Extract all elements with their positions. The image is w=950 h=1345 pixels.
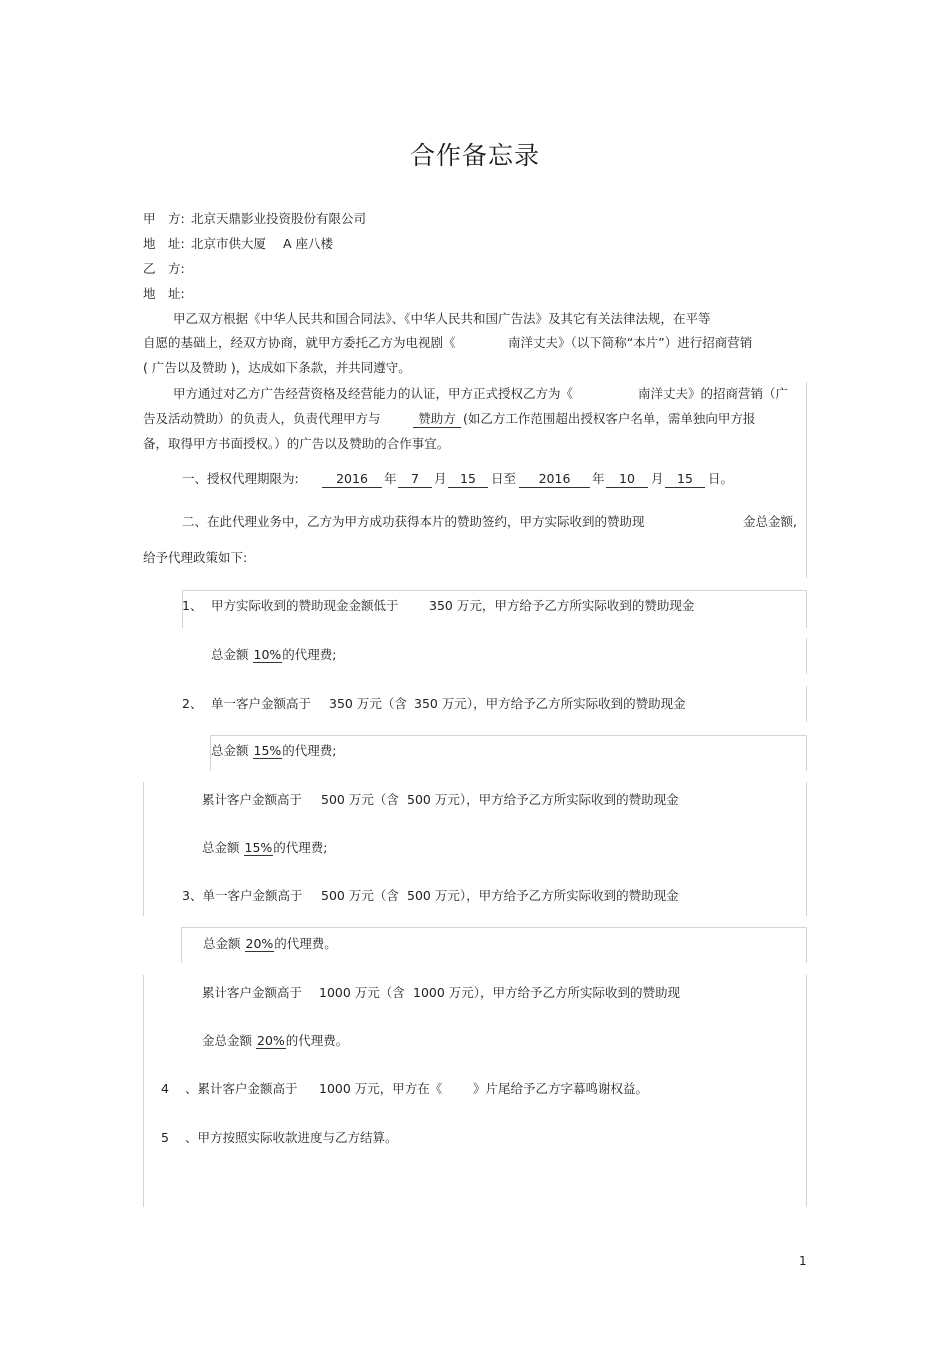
party-a-label: 甲 方: xyxy=(143,211,185,226)
address-a-value: 北京市供大厦 xyxy=(191,236,267,251)
term-day-unit-2: 日。 xyxy=(708,471,734,486)
address-a-building: A 座八楼 xyxy=(283,236,334,251)
item-1-number: 1、 xyxy=(182,598,203,613)
item-2-rate-line xyxy=(211,743,337,759)
item-3-rate-prefix: 总金额 xyxy=(203,936,241,951)
border-line xyxy=(806,686,807,722)
item-3-rate-suffix: 的代理费。 xyxy=(274,936,337,951)
section-2-line-2: 给予代理政策如下: xyxy=(143,550,248,565)
item-4-text-a: 、累计客户金额高于 xyxy=(185,1081,298,1096)
item-3e-text-a: 累计客户金额高于 xyxy=(202,985,303,1000)
section-2-line-1b: 金总金额, xyxy=(743,514,797,529)
sponsor-field: 赞助方 xyxy=(413,411,461,428)
item-3e-rate-line xyxy=(202,1033,348,1049)
item-2-text-c: 350 万元），甲方给予乙方所实际收到的赞助现金 xyxy=(414,696,686,711)
term-start-month: 7 xyxy=(398,471,432,488)
item-3-text-b: 500 万元（含 xyxy=(321,888,399,903)
item-2e-rate-line xyxy=(202,840,328,856)
item-4-text-c: 》片尾给予乙方字幕鸣谢权益。 xyxy=(473,1081,649,1096)
item-2e-rate-suffix: 的代理费; xyxy=(273,840,328,855)
item-2e-text-b: 500 万元（含 xyxy=(321,792,399,807)
item-1-text-b: 350 万元，甲方给予乙方所实际收到的赞助现金 xyxy=(429,598,695,613)
item-3-text-a: 3、单一客户金额高于 xyxy=(182,888,303,903)
term-end-month: 10 xyxy=(606,471,648,488)
item-3e-text-c: 1000 万元），甲方给予乙方所实际收到的赞助现 xyxy=(413,985,681,1000)
item-2e-rate-prefix: 总金额 xyxy=(202,840,240,855)
term-day-unit-to: 日至 xyxy=(491,471,517,486)
item-3-rate-value: 20% xyxy=(245,936,274,951)
intro-line-3: ( 广告以及赞助 )，达成如下条款，并共同遵守。 xyxy=(143,360,411,375)
item-5-text: 、甲方按照实际收款进度与乙方结算。 xyxy=(185,1130,398,1145)
border-line xyxy=(210,735,806,736)
term-month-unit-1: 月 xyxy=(434,471,447,486)
border-line xyxy=(143,782,144,916)
intro-line-2b: 南洋丈夫》（以下简称“本片”）进行招商营销 xyxy=(508,335,753,350)
border-line xyxy=(210,735,211,771)
term-start-year: 2016 xyxy=(322,471,382,488)
intro-line-2a: 自愿的基础上，经双方协商，就甲方委托乙方为电视剧《 xyxy=(143,335,456,350)
party-b-label: 乙 方: xyxy=(143,261,185,276)
auth-line-2c: (如乙方工作范围超出授权客户名单，需单独向甲方报 xyxy=(463,411,756,426)
item-2-rate-suffix: 的代理费; xyxy=(282,743,337,758)
border-line xyxy=(143,975,144,1207)
border-line xyxy=(806,638,807,674)
term-month-unit-2: 月 xyxy=(651,471,664,486)
party-a-value: 北京天鼎影业投资股份有限公司 xyxy=(191,211,367,226)
item-2e-text-c: 500 万元），甲方给予乙方所实际收到的赞助现金 xyxy=(407,792,679,807)
border-line xyxy=(806,782,807,916)
item-1-rate-suffix: 的代理费; xyxy=(282,647,337,662)
item-1-rate-prefix: 总金额 xyxy=(211,647,249,662)
border-line xyxy=(182,590,183,628)
term-year-unit-1: 年 xyxy=(384,471,397,486)
item-3-rate-line xyxy=(203,936,337,952)
border-line xyxy=(806,975,807,1207)
border-line xyxy=(806,590,807,628)
document-title: 合作备忘录 xyxy=(409,141,540,170)
term-end-year: 2016 xyxy=(519,471,590,488)
auth-line-2a: 告及活动赞助）的负责人，负责代理甲方与 xyxy=(143,411,381,426)
border-line xyxy=(806,382,807,578)
address-b-label: 地 址: xyxy=(143,286,185,301)
term-label: 一、授权代理期限为: xyxy=(182,471,299,486)
item-5-number: 5 xyxy=(161,1130,169,1145)
item-3e-rate-value: 20% xyxy=(257,1033,285,1048)
auth-line-1a: 甲方通过对乙方广告经营资格及经营能力的认证，甲方正式授权乙方为《 xyxy=(173,386,574,401)
term-start-day: 15 xyxy=(448,471,488,488)
item-1-text-a: 甲方实际收到的赞助现金金额低于 xyxy=(211,598,399,613)
item-3e-text-b: 1000 万元（含 xyxy=(319,985,405,1000)
item-2-rate-value: 15% xyxy=(253,743,282,758)
intro-line-1: 甲乙双方根据《中华人民共和国合同法》、《中华人民共和国广告法》及其它有关法律法规，在平等 xyxy=(173,311,711,326)
border-line xyxy=(182,590,806,591)
item-3-text-c: 500 万元），甲方给予乙方所实际收到的赞助现金 xyxy=(407,888,679,903)
item-1-rate-value: 10% xyxy=(253,647,282,662)
item-3e-rate-prefix: 金总金额 xyxy=(202,1033,253,1048)
item-4-text-b: 1000 万元，甲方在《 xyxy=(319,1081,443,1096)
auth-line-1b: 南洋丈夫》的招商营销（广 xyxy=(638,386,789,401)
item-2e-rate-value: 15% xyxy=(244,840,273,855)
section-2-line-1: 二、在此代理业务中，乙方为甲方成功获得本片的赞助签约，甲方实际收到的赞助现 xyxy=(182,514,645,529)
item-2-rate-prefix: 总金额 xyxy=(211,743,249,758)
page-number: 1 xyxy=(799,1254,807,1268)
border-line xyxy=(806,735,807,771)
border-line xyxy=(181,927,806,928)
term-year-unit-2: 年 xyxy=(592,471,605,486)
border-line xyxy=(181,927,182,963)
item-2-text-a: 单一客户金额高于 xyxy=(211,696,312,711)
item-2-number: 2、 xyxy=(182,696,203,711)
item-4-number: 4 xyxy=(161,1081,169,1096)
item-1-rate-line xyxy=(211,647,337,663)
item-2e-text-a: 累计客户金额高于 xyxy=(202,792,303,807)
auth-line-3: 备，取得甲方书面授权。）的广告以及赞助的合作事宜。 xyxy=(143,436,450,451)
term-end-day: 15 xyxy=(665,471,705,488)
item-2-text-b: 350 万元（含 xyxy=(329,696,407,711)
item-3e-rate-suffix: 的代理费。 xyxy=(285,1033,349,1048)
border-line xyxy=(806,927,807,963)
address-a-label: 地 址: xyxy=(143,236,185,251)
